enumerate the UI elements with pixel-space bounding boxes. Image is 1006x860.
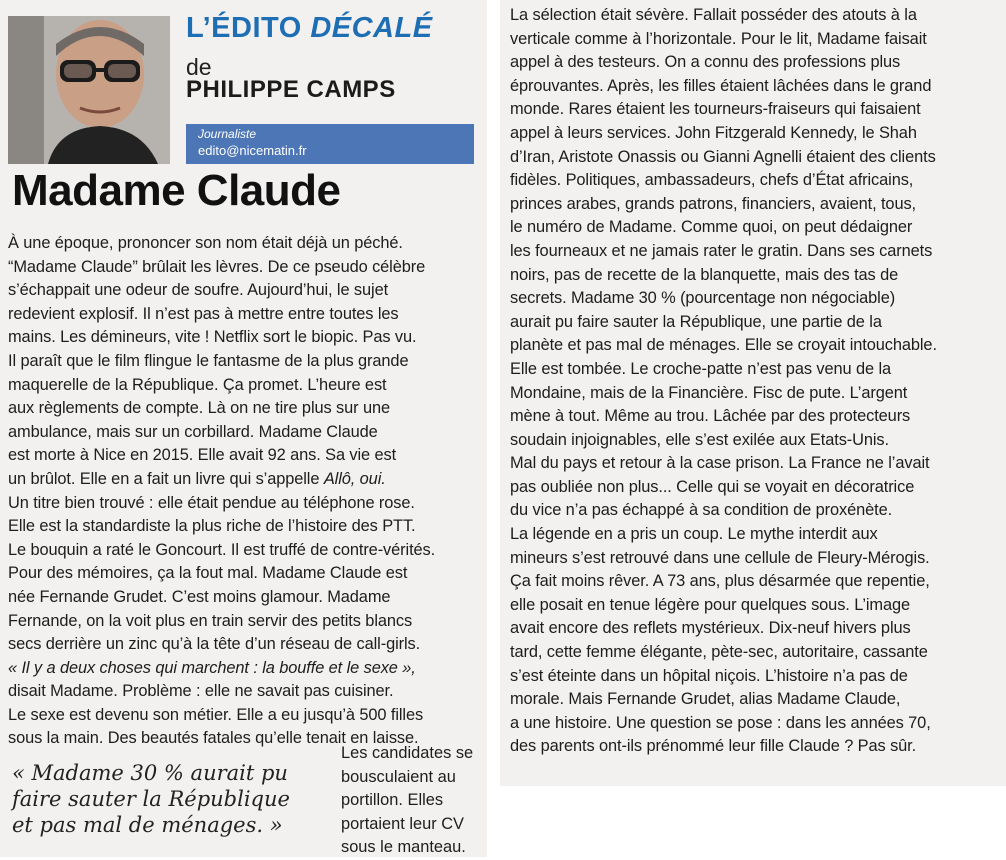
text-line: avait encore des reflets mystérieux. Dix-neuf hivers plus (510, 619, 911, 638)
text-line: monde. Rares étaient les tourneurs-fraiseurs qui faisaient (510, 100, 921, 119)
text-line: Elle est la standardiste la plus riche de l’histoire des PTT. (8, 517, 416, 536)
text-line: portillon. Elles (341, 791, 444, 810)
text-line: portaient leur CV (341, 814, 464, 833)
byline-de: de (186, 54, 212, 80)
left-column (0, 0, 487, 857)
text-line: Mal du pays et retour à la case prison. La France ne l’avait (510, 454, 930, 473)
text-line: Ça fait moins rêver. A 73 ans, plus désarmée que repentie, (510, 572, 930, 591)
text-line: ambulance, mais sur un corbillard. Madame Claude (8, 422, 378, 441)
text-line: a une histoire. Une question se pose : dans les années 70, (510, 713, 931, 732)
pull-quote-line: et pas mal de ménages. » (12, 813, 283, 837)
author-info-box (186, 124, 474, 164)
text-line: éprouvantes. Après, les filles étaient lâchées dans le grand (510, 76, 932, 95)
text-line: d’Iran, Aristote Onassis ou Gianni Agnelli étaient des clients (510, 147, 936, 166)
text-line: appel à leurs services. John Fitzgerald Kennedy, le Shah (510, 123, 917, 142)
text-line: mène à tout. Même au trou. Lâchée par des protecteurs (510, 407, 911, 426)
text-line: “Madame Claude” brûlait les lèvres. De ce pseudo célèbre (8, 257, 426, 276)
text-line: les fourneaux et ne jamais rater le gratin. Dans ses carnets (510, 241, 933, 260)
text-line: appel à des testeurs. On a connu des professions plus (510, 53, 901, 72)
text-line: redevient explosif. Il n’est pas à mettre entre toutes les (8, 304, 399, 323)
text-segment: un brûlot. Elle en a fait un livre qui s’appelle (8, 469, 324, 488)
text-line: Les candidates se (341, 744, 474, 762)
text-line: fidèles. Politiques, ambassadeurs, chefs d’État africains, (510, 171, 914, 190)
text-line: À une époque, prononcer son nom était déjà un péché. (8, 234, 403, 252)
text-line: Le bouquin a raté le Goncourt. Il est truffé de contre-vérités. (8, 540, 436, 559)
text-line: La sélection était sévère. Fallait posséder des atouts à la (510, 6, 917, 24)
text-line: secrets. Madame 30 % (pourcentage non négociable) (510, 289, 896, 308)
author-email[interactable]: edito@nicematin.fr (198, 143, 307, 158)
title-accent: DÉCALÉ (310, 12, 433, 44)
text-line: verticale comme à l’horizontale. Pour le lit, Madame faisait (510, 29, 927, 48)
author-portrait (8, 16, 170, 164)
text-line: est morte à Nice en 2015. Elle avait 92 ans. Sa vie est (8, 446, 397, 465)
text-line: mineurs s’est retrouvé dans une cellule de Fleury-Mérogis. (510, 548, 930, 567)
text-line (8, 468, 490, 492)
text-line: aux règlements de compte. Là on ne tire plus sur une (8, 399, 391, 418)
text-line: née Fernande Grudet. C’est moins glamour. Madame (8, 587, 391, 606)
text-line: morale. Mais Fernande Grudet, alias Madame Claude, (510, 690, 901, 709)
text-line: sous le manteau. (341, 838, 466, 857)
text-line: Mondaine, mais de la Financière. Fisc de pute. L’argent (510, 383, 908, 402)
author-name: PHILIPPE CAMPS (186, 76, 396, 103)
text-line: aurait pu faire sauter la République, une partie de la (510, 312, 882, 331)
portrait-image (8, 16, 170, 164)
text-line: planète et pas mal de ménages. Elle se croyait intouchable. (510, 336, 937, 355)
text-line: des parents ont-ils prénommé leur fille Claude ? Pas sûr. (510, 737, 917, 756)
text-line: mains. Les démineurs, vite ! Netflix sort le biopic. Pas vu. (8, 328, 417, 347)
book-title: Allô, oui. (323, 469, 386, 488)
article-body-left (8, 232, 490, 751)
text-line: du vice n’a pas échappé à sa condition de proxénète. (510, 501, 893, 520)
text-line: maquerelle de la République. Ça promet. L’heure est (8, 375, 387, 394)
text-line: Pour des mémoires, ça la fout mal. Madame Claude est (8, 564, 408, 583)
text-line: soudain injoignables, elle s’est exilée aux Etats-Unis. (510, 430, 889, 449)
text-line: pas oubliée non plus... Celle qui se voyait en décoratrice (510, 477, 915, 496)
text-line: le numéro de Madame. Comme quoi, on peut dédaigner (510, 218, 913, 237)
article-body-side (341, 742, 487, 860)
article-body-right (510, 4, 1004, 759)
text-line: noirs, pas de recette de la blanquette, mais des tas de (510, 265, 899, 284)
text-line: s’est éteinte dans un hôpital niçois. L’histoire n’a pas de (510, 666, 908, 685)
text-line: Fernande, on la voit plus en train servir des petits blancs (8, 611, 413, 630)
text-line: Elle est tombée. Le croche-patte n’est pas venu de la (510, 359, 892, 378)
text-line: La légende en a pris un coup. Le mythe interdit aux (510, 525, 878, 544)
text-line: Un titre bien trouvé : elle était pendue au téléphone rose. (8, 493, 415, 512)
pull-quote (12, 760, 312, 838)
text-line: Il paraît que le film flingue le fantasme de la plus grande (8, 351, 409, 370)
text-line: disait Madame. Problème : elle ne savait pas cuisiner. (8, 682, 394, 701)
text-line: sous la main. Des beautés fatales qu’elle tenait en laisse. (8, 729, 419, 748)
author-role: Journaliste (198, 127, 257, 141)
text-line: s’échappait une odeur de soufre. Aujourd’hui, le sujet (8, 281, 389, 300)
text-line: princes arabes, grands patrons, financiers, avaient, tous, (510, 194, 917, 213)
title-prefix: L’ÉDITO (186, 12, 302, 44)
text-line: tard, cette femme élégante, pète-sec, autoritaire, cassante (510, 643, 928, 662)
text-line-quote: « Il y a deux choses qui marchent : la bouffe et le sexe », (8, 658, 416, 677)
headline: Madame Claude (12, 166, 341, 215)
text-line: Le sexe est devenu son métier. Elle a eu jusqu’à 500 filles (8, 705, 424, 724)
text-line: secs derrière un zinc qu’à la tête d’un réseau de call-girls. (8, 635, 421, 654)
text-line: elle posait en tenue légère pour quelques sous. L’image (510, 595, 911, 614)
pull-quote-line: « Madame 30 % aurait pu (12, 761, 288, 785)
text-line: bousculaient au (341, 767, 456, 786)
column-title (186, 12, 433, 45)
pull-quote-line: faire sauter la République (12, 787, 290, 811)
